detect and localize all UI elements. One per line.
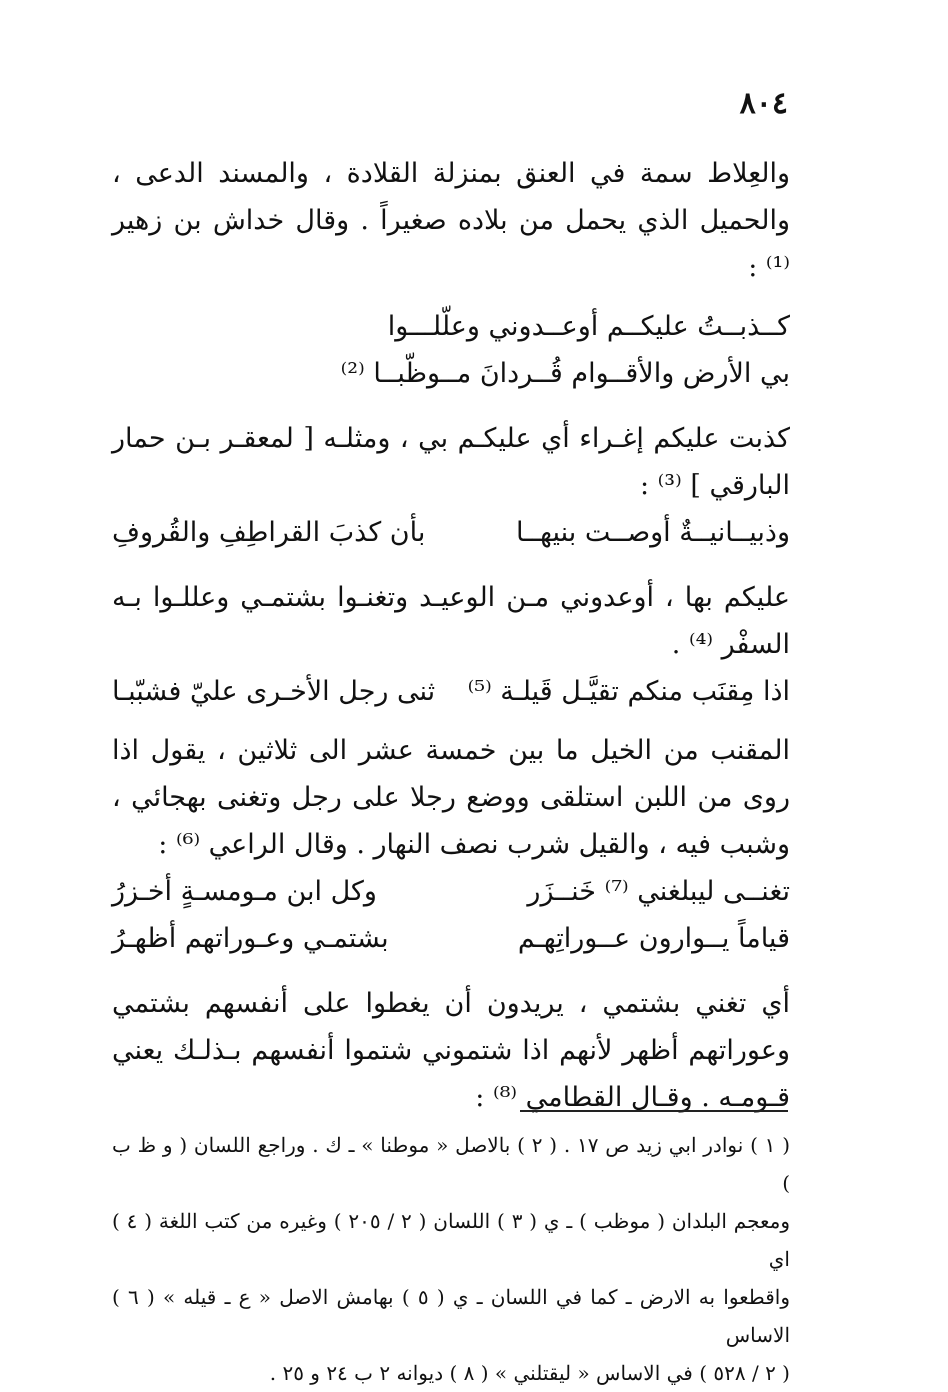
verse-3-first-hemistich: اذا مِقنَب منكم تقيَّـل قَيلـة ⁽⁵⁾: [467, 676, 790, 707]
footnote-line-1: ( ١ ) نوادر ابي زيد ص ١٧ . ( ٢ ) بالاصل « موطنا » ـ ك . وراجع اللسان ( و ظ ب ): [112, 1133, 791, 1195]
footnotes: [112, 1126, 790, 1392]
verse-5-first-hemistich: قياماً يــوارون عــوراتِهـم: [517, 923, 790, 954]
footnote-divider: [520, 1110, 788, 1112]
verse-4: [112, 868, 790, 915]
verse-5-second-hemistich: بشتمـي وعـوراتهم أظهـرُ: [112, 923, 389, 954]
verse-4-first-hemistich: تغنــى ليبلغني ⁽⁷⁾ خَنــزَر: [527, 876, 790, 907]
paragraph-4: المقنب من الخيل ما بين خمسة عشر الى ثلاثين ، يقول اذا روى من اللبن استلقى ووضع رجلا على رجل وتغنى بهجائي ، وشبب فيه ، والقيل شرب نصف النهار . وقال الراعي ⁽⁶⁾ :: [112, 735, 790, 860]
verse-2: [112, 509, 790, 556]
verse-2-first-hemistich: وذبيــانيــةٌ أوصــت بنيهــا: [516, 517, 790, 548]
verse-2-second-hemistich: بأن كذبَ القراطِفِ والقُروفِ: [112, 517, 426, 548]
verse-1-line-1: كــذبــتُ عليكــم أوعــدوني وعلّلـــوا: [387, 311, 790, 342]
paragraph-3: عليكم بها ، أوعدوني مـن الوعيـد وتغنـوا بشتمـي وعللـوا بـه السفْر ⁽⁴⁾ .: [112, 582, 790, 660]
paragraph-2: كذبت عليكم إغـراء أي عليكـم بي ، ومثلـه [ لمعقـر بـن حمار البارقي ] ⁽³⁾ :: [112, 423, 790, 501]
main-text: [112, 150, 790, 1121]
footnote-line-4: ( ٢ / ٥٢٨ ) في الاساس « ليقتلني » ( ٨ ) ديوانه ٢ ب ٢٤ و ٢٥ .: [269, 1361, 790, 1385]
verse-3-second-hemistich: ثنى رجل الأخـرى عليّ فشبّبـا: [112, 676, 436, 707]
verse-1-line-2: بي الأرض والأقــوام قُــردانَ مــوظّبــا ⁽²⁾: [340, 358, 790, 389]
footnote-line-3: واقطعوا به الارض ـ كما في اللسان ـ ي ( ٥ ) بهامش الاصل « ع ـ قيله » ( ٦ ) الاساس: [112, 1285, 790, 1347]
paragraph-1: والعِلاط سمة في العنق بمنزلة القلادة ، والمسند الدعى ، والحميل الذي يحمل من بلاده صغيراً . وقال خداش بن زهير ⁽¹⁾ :: [112, 158, 790, 283]
page-number: ٨٠٤: [739, 86, 788, 121]
paragraph-5: أي تغني بشتمي ، يريدون أن يغطوا على أنفسهم بشتمي وعوراتهم أظهر لأنهم اذا شتموني شتموا أنفسهم بـذلـك يعني قـومـه . وقـال القطامي ⁽⁸⁾ :: [112, 988, 790, 1113]
verse-4-second-hemistich: وكل ابن مـومسـةٍ أخـزرُ: [112, 876, 377, 907]
footnote-line-2: ومعجم البلدان ( موظب ) ـ ي ( ٣ ) اللسان ( ٢ / ٢٠٥ ) وغيره من كتب اللغة ( ٤ ) اي: [112, 1209, 791, 1271]
verse-3: [112, 668, 790, 715]
verse-5: [112, 915, 790, 962]
